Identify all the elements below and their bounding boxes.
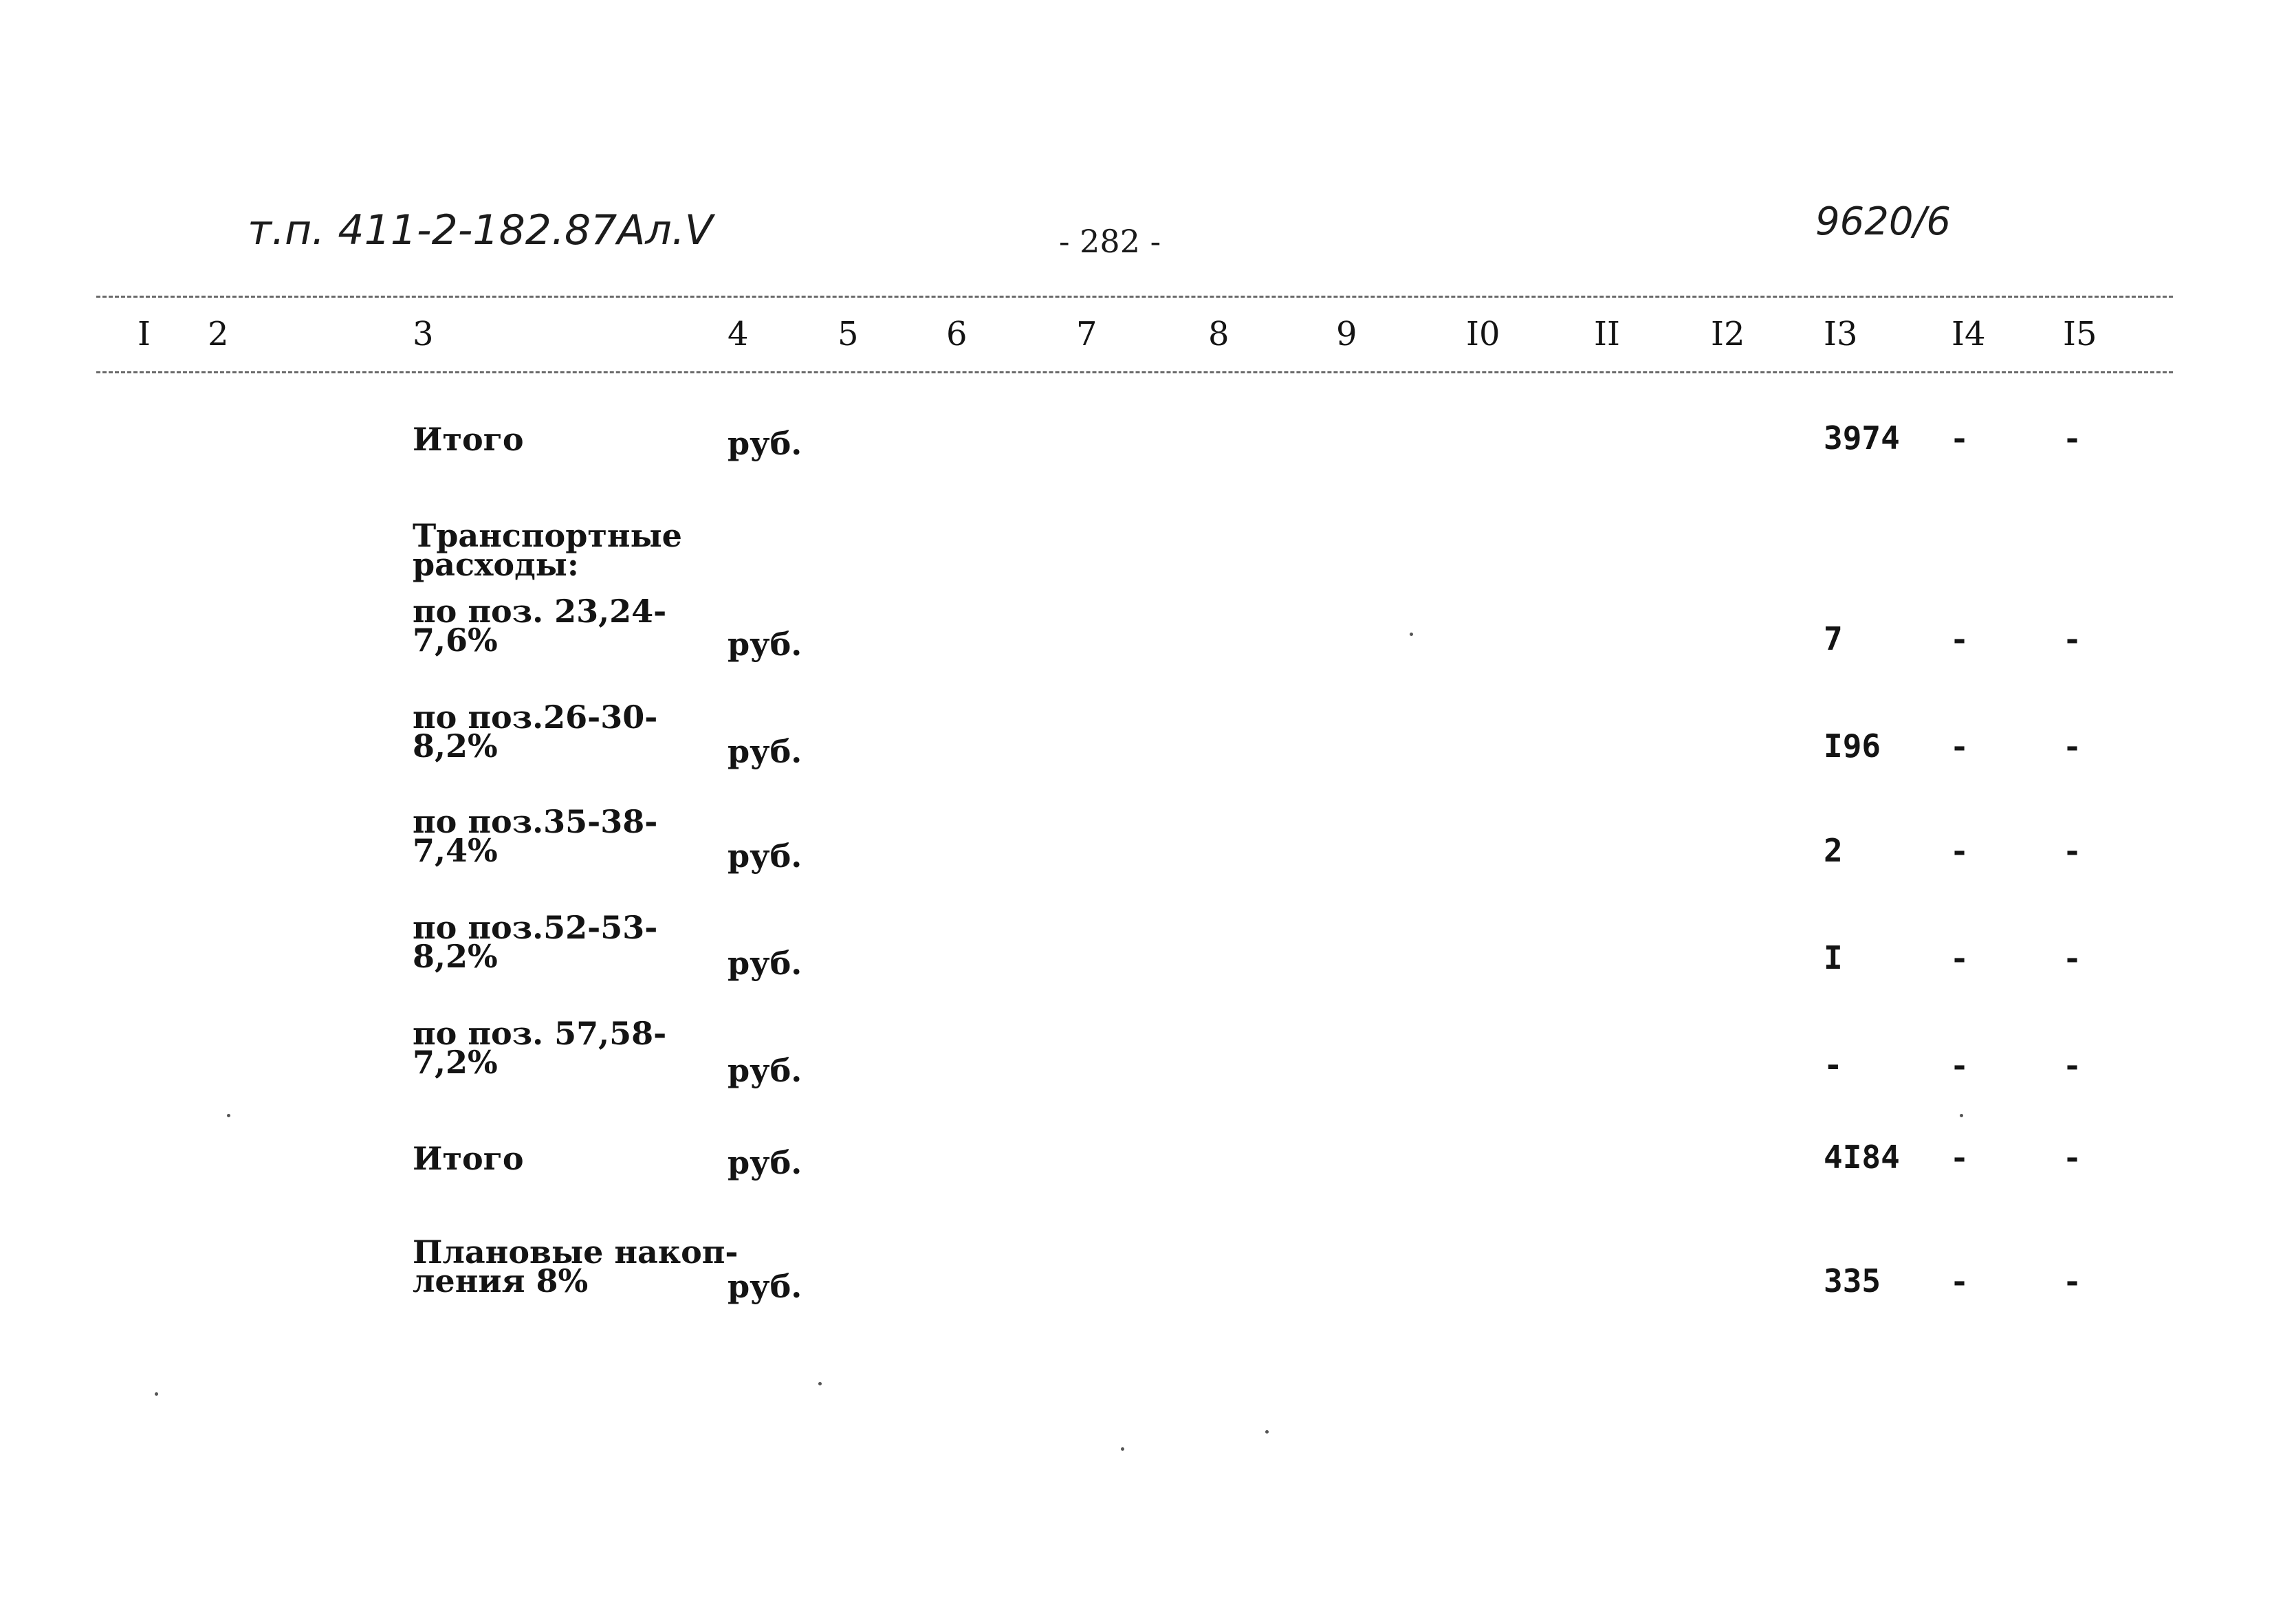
row-label-line: 7,2% xyxy=(413,1044,498,1081)
row-label-line: по поз. 23,24- xyxy=(413,593,667,630)
row-value-col15: - xyxy=(2066,939,2079,976)
row-value-col13: I96 xyxy=(1824,727,1881,765)
scan-speck xyxy=(1410,633,1413,636)
row-unit: руб. xyxy=(728,425,802,462)
row-value-col14: - xyxy=(1953,832,1967,869)
row-value-col13: - xyxy=(1824,1046,1843,1084)
row-value-col13: I xyxy=(1824,939,1843,976)
row-label-line: Итого xyxy=(413,421,524,458)
column-header-14: I4 xyxy=(1952,315,1986,353)
row-value-col14: - xyxy=(1953,1139,1967,1176)
column-header-15: I5 xyxy=(2063,315,2097,353)
bottom-header-rule xyxy=(96,371,2173,373)
row-label xyxy=(413,421,524,458)
row-value-col13: 3974 xyxy=(1824,419,1900,457)
row-label xyxy=(413,593,667,659)
column-header-1: I xyxy=(138,315,151,353)
row-label-line: по поз.26-30- xyxy=(413,699,658,736)
row-value-col13: 7 xyxy=(1824,620,1843,657)
row-value-col14: - xyxy=(1953,939,1967,976)
row-unit: руб. xyxy=(728,945,802,982)
scan-speck xyxy=(1265,1430,1269,1434)
row-label xyxy=(413,909,658,975)
column-header-11: II xyxy=(1594,315,1620,353)
row-value-col14: - xyxy=(1953,1046,1967,1084)
row-value-col15: - xyxy=(2066,620,2079,657)
row-label-line: 8,2% xyxy=(413,938,498,975)
row-value-col15: - xyxy=(2066,1262,2079,1299)
row-label-line: по поз. 57,58- xyxy=(413,1015,667,1052)
row-label xyxy=(413,699,658,765)
row-value-col14: - xyxy=(1953,727,1967,765)
column-header-3: 3 xyxy=(413,315,434,353)
row-label xyxy=(413,1015,667,1081)
row-value-col14: - xyxy=(1953,419,1967,457)
scan-speck xyxy=(227,1114,230,1117)
row-label xyxy=(413,1140,524,1177)
row-label-line: расходы: xyxy=(413,546,579,583)
row-unit: руб. xyxy=(728,733,802,770)
column-header-2: 2 xyxy=(208,315,229,353)
scan-speck xyxy=(155,1392,158,1396)
column-header-9: 9 xyxy=(1336,315,1357,353)
row-value-col14: - xyxy=(1953,1262,1967,1299)
page-number: - 282 - xyxy=(1059,223,1161,260)
column-header-7: 7 xyxy=(1076,315,1097,353)
row-unit: руб. xyxy=(728,1144,802,1181)
column-header-8: 8 xyxy=(1208,315,1229,353)
row-unit: руб. xyxy=(728,626,802,663)
row-label-line: по поз.52-53- xyxy=(413,909,658,946)
column-header-12: I2 xyxy=(1711,315,1745,353)
row-value-col15: - xyxy=(2066,1046,2079,1084)
scan-speck xyxy=(818,1382,822,1385)
row-label xyxy=(413,1233,739,1299)
column-header-6: 6 xyxy=(946,315,967,353)
row-label-line: ления 8% xyxy=(413,1262,589,1299)
row-unit: руб. xyxy=(728,1268,802,1305)
row-label-line: Транспортные xyxy=(413,517,682,554)
row-unit: руб. xyxy=(728,837,802,875)
row-unit: руб. xyxy=(728,1052,802,1089)
row-label-line: 7,4% xyxy=(413,832,498,869)
scan-speck xyxy=(1960,1114,1963,1117)
row-value-col13: 4I84 xyxy=(1824,1139,1900,1176)
column-header-4: 4 xyxy=(728,315,749,353)
row-value-col15: - xyxy=(2066,419,2079,457)
row-label-line: Плановые накоп- xyxy=(413,1233,739,1271)
row-value-col13: 335 xyxy=(1824,1262,1881,1299)
scan-speck xyxy=(1121,1447,1124,1451)
row-label xyxy=(413,517,682,583)
row-label-line: 8,2% xyxy=(413,727,498,765)
row-value-col13: 2 xyxy=(1824,832,1843,869)
row-label-line: 7,6% xyxy=(413,622,498,659)
column-header-13: I3 xyxy=(1824,315,1858,353)
row-value-col15: - xyxy=(2066,1139,2079,1176)
row-label-line: Итого xyxy=(413,1140,524,1177)
column-header-5: 5 xyxy=(838,315,859,353)
top-rule xyxy=(96,296,2173,298)
row-value-col15: - xyxy=(2066,727,2079,765)
row-value-col15: - xyxy=(2066,832,2079,869)
sheet-code: 9620/6 xyxy=(1815,199,1952,244)
row-value-col14: - xyxy=(1953,620,1967,657)
row-label xyxy=(413,803,658,869)
row-label-line: по поз.35-38- xyxy=(413,803,658,840)
document-reference: т.п. 411-2-182.87Ал.V xyxy=(248,206,713,254)
column-header-10: I0 xyxy=(1466,315,1500,353)
